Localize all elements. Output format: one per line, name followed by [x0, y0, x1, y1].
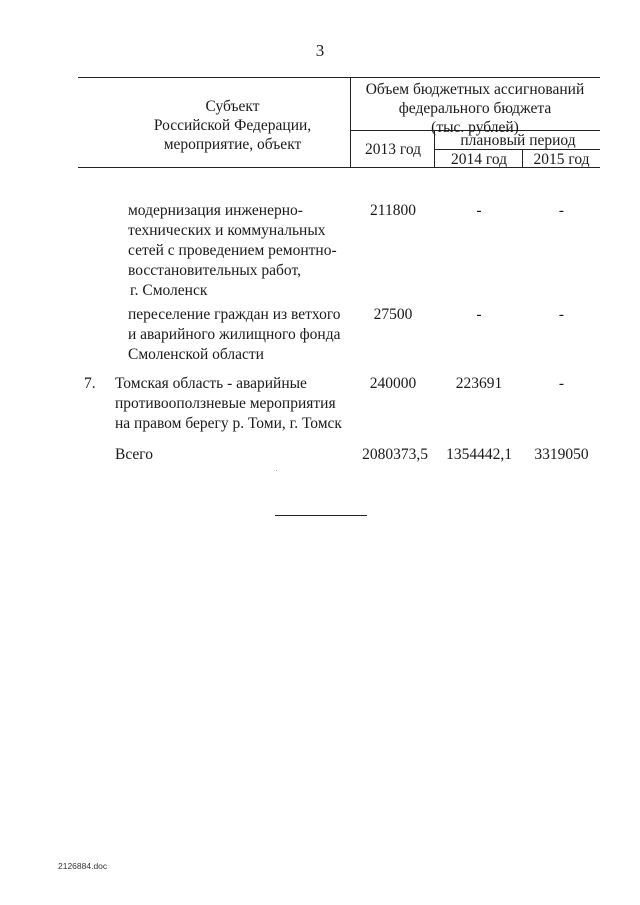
year-2014-header: 2014 год [450, 151, 508, 168]
row-text-line: г. Смоленск [130, 282, 208, 299]
budget-header-line: Объем бюджетных ассигнований [365, 81, 585, 98]
row-description [128, 201, 348, 301]
row-text-line: модернизация инженерно- [128, 202, 303, 219]
page-number: 3 [315, 41, 325, 60]
row-text-line: противооползневые мероприятия [115, 395, 336, 412]
total-2014: 1354442,1 [446, 446, 512, 463]
value-2014: - [476, 306, 482, 323]
subject-header [120, 97, 345, 154]
year-2013-header: 2013 год [364, 141, 422, 158]
total-2013: 2080373,5 [362, 446, 428, 463]
header-top-rule [78, 77, 600, 78]
total-label: Всего [115, 446, 154, 463]
scan-speck [276, 470, 277, 471]
row-text-line: восстановительных работ, [128, 262, 301, 279]
row-description [115, 445, 315, 465]
value-2013: 240000 [369, 375, 417, 392]
budget-header-line: федерального бюджета [398, 100, 552, 117]
value-2013: 27500 [373, 306, 413, 323]
subject-header-line: мероприятие, объект [163, 136, 302, 153]
budget-header-line: (тыс. рублей) [431, 119, 519, 136]
budget-header [352, 80, 598, 137]
end-rule [275, 515, 367, 516]
value-2014: - [476, 202, 482, 219]
value-2014: 223691 [455, 375, 503, 392]
row-number: 7. [84, 375, 96, 392]
row-text-line: Томская область - аварийные [115, 375, 307, 392]
row-description [128, 305, 353, 365]
value-2015: - [558, 306, 565, 323]
row-text-line: на правом берегу р. Томи, г. Томск [115, 415, 342, 432]
plan-period-header: плановый период [460, 132, 576, 149]
row-text-line: сетей с проведением ремонтно- [128, 242, 337, 259]
header-col-divider [350, 77, 351, 167]
total-2015: 3319050 [534, 446, 589, 463]
subject-header-line: Российской Федерации, [153, 117, 312, 134]
row-text-line: технических и коммунальных [128, 222, 326, 239]
row-text-line: Смоленской области [128, 346, 264, 363]
value-2015: - [558, 202, 565, 219]
value-2015: - [558, 375, 565, 392]
row-text-line: переселение граждан из ветхого [128, 306, 341, 323]
row-description [115, 374, 355, 434]
subject-header-line: Субъект [205, 98, 260, 115]
row-text-line: и аварийного жилищного фонда [128, 326, 341, 343]
year-2015-header: 2015 год [533, 151, 590, 168]
value-2013: 211800 [370, 202, 416, 219]
footer-doc-name: 2126884.doc [58, 861, 108, 871]
